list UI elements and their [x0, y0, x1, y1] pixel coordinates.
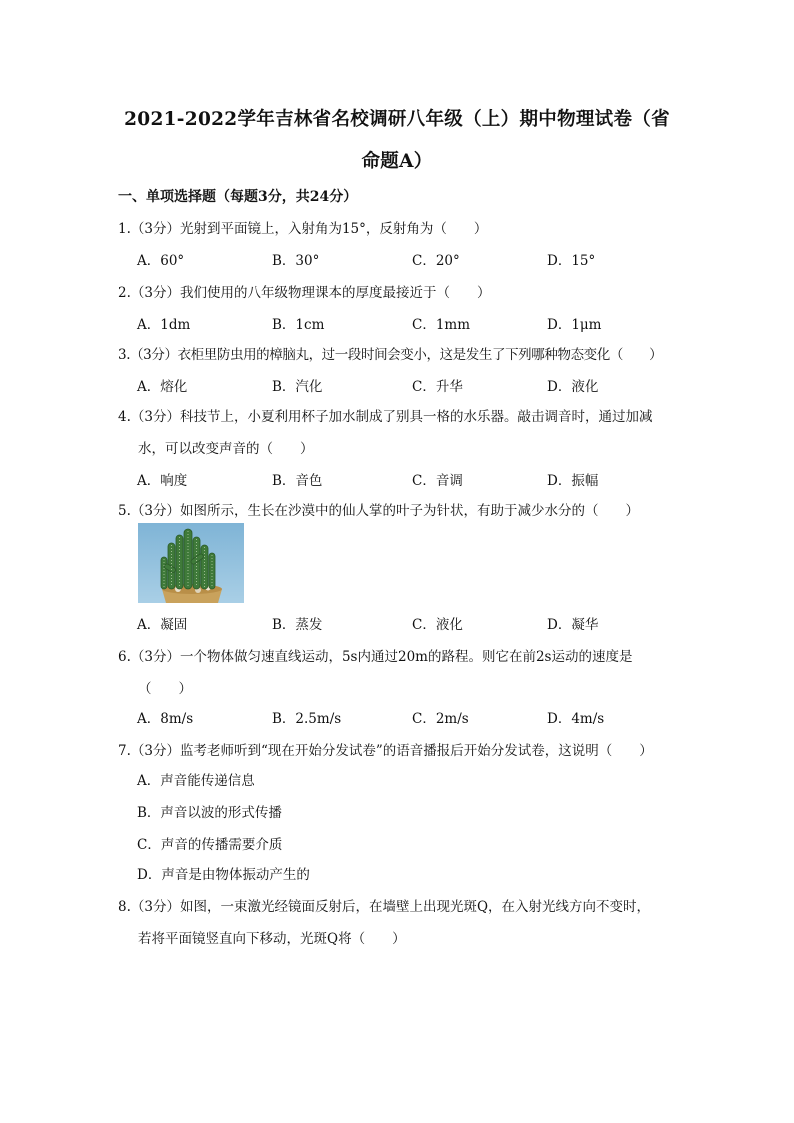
question-6-stem-continued: （ ）: [138, 681, 192, 697]
question-5-stem: 5.（3分）如图所示，生长在沙漠中的仙人掌的叶子为针状，有助于减少水分的（ ）: [118, 503, 639, 519]
exam-title-line-1: 2021-2022学年吉林省名校调研八年级（上）期中物理试卷（省: [124, 109, 670, 130]
question-7-option-d: D．声音是由物体振动产生的: [137, 867, 310, 883]
question-7-option-b: B．声音以波的形式传播: [137, 805, 282, 821]
question-1-option-c: C．20°: [412, 253, 460, 269]
question-4-stem: 4.（3分）科技节上，小夏利用杯子加水制成了别具一格的水乐器。敲击调音时，通过加减: [118, 409, 653, 425]
question-4-stem-continued: 水，可以改变声音的（ ）: [138, 441, 314, 457]
question-3-option-b: B．汽化: [272, 379, 323, 395]
question-3-stem: 3.（3分）衣柜里防虫用的樟脑丸，过一段时间会变小，这是发生了下列哪种物态变化（ ）: [118, 347, 663, 363]
question-2-stem: 2.（3分）我们使用的八年级物理课本的厚度最接近于（ ）: [118, 285, 491, 301]
question-7-stem: 7.（3分）监考老师听到“现在开始分发试卷”的语音播报后开始分发试卷，这说明（ ）: [118, 743, 653, 759]
question-6-option-b: B．2.5m/s: [272, 711, 342, 727]
cactus-figure: [138, 523, 244, 603]
question-6-option-c: C．2m/s: [412, 711, 469, 727]
question-7-option-c: C．声音的传播需要介质: [137, 837, 283, 853]
question-5-option-d: D．凝华: [547, 617, 599, 633]
question-2-option-a: A．1dm: [137, 317, 191, 333]
question-2-option-b: B．1cm: [272, 317, 325, 333]
question-8-stem: 8.（3分）如图，一束激光经镜面反射后，在墙壁上出现光斑Q，在入射光线方向不变时，: [118, 899, 651, 915]
question-3-option-a: A．熔化: [137, 379, 188, 395]
section-heading: 一、单项选择题（每题3分，共24分）: [118, 189, 358, 205]
question-6-option-d: D．4m/s: [547, 711, 605, 727]
question-2-option-d: D．1μm: [547, 317, 602, 333]
question-1-option-b: B．30°: [272, 253, 320, 269]
question-4-option-b: B．音色: [272, 473, 323, 489]
question-8-stem-continued: 若将平面镜竖直向下移动，光斑Q将（ ）: [138, 931, 406, 947]
question-7-option-a: A．声音能传递信息: [137, 773, 255, 789]
question-3-option-d: D．液化: [547, 379, 599, 395]
exam-title-line-2: 命题A）: [361, 151, 433, 172]
question-5-option-c: C．液化: [412, 617, 463, 633]
question-4-option-d: D．振幅: [547, 473, 599, 489]
question-3-option-c: C．升华: [412, 379, 463, 395]
question-4-option-a: A．响度: [137, 473, 188, 489]
question-5-option-a: A．凝固: [137, 617, 188, 633]
question-4-option-c: C．音调: [412, 473, 463, 489]
question-6-option-a: A．8m/s: [137, 711, 194, 727]
question-1-option-a: A．60°: [137, 253, 185, 269]
question-1-stem: 1.（3分）光射到平面镜上，入射角为15°，反射角为（ ）: [118, 221, 488, 237]
question-5-option-b: B．蒸发: [272, 617, 323, 633]
question-6-stem: 6.（3分）一个物体做匀速直线运动，5s内通过20m的路程。则它在前2s运动的速度是: [118, 649, 633, 665]
question-1-option-d: D．15°: [547, 253, 596, 269]
question-2-option-c: C．1mm: [412, 317, 471, 333]
